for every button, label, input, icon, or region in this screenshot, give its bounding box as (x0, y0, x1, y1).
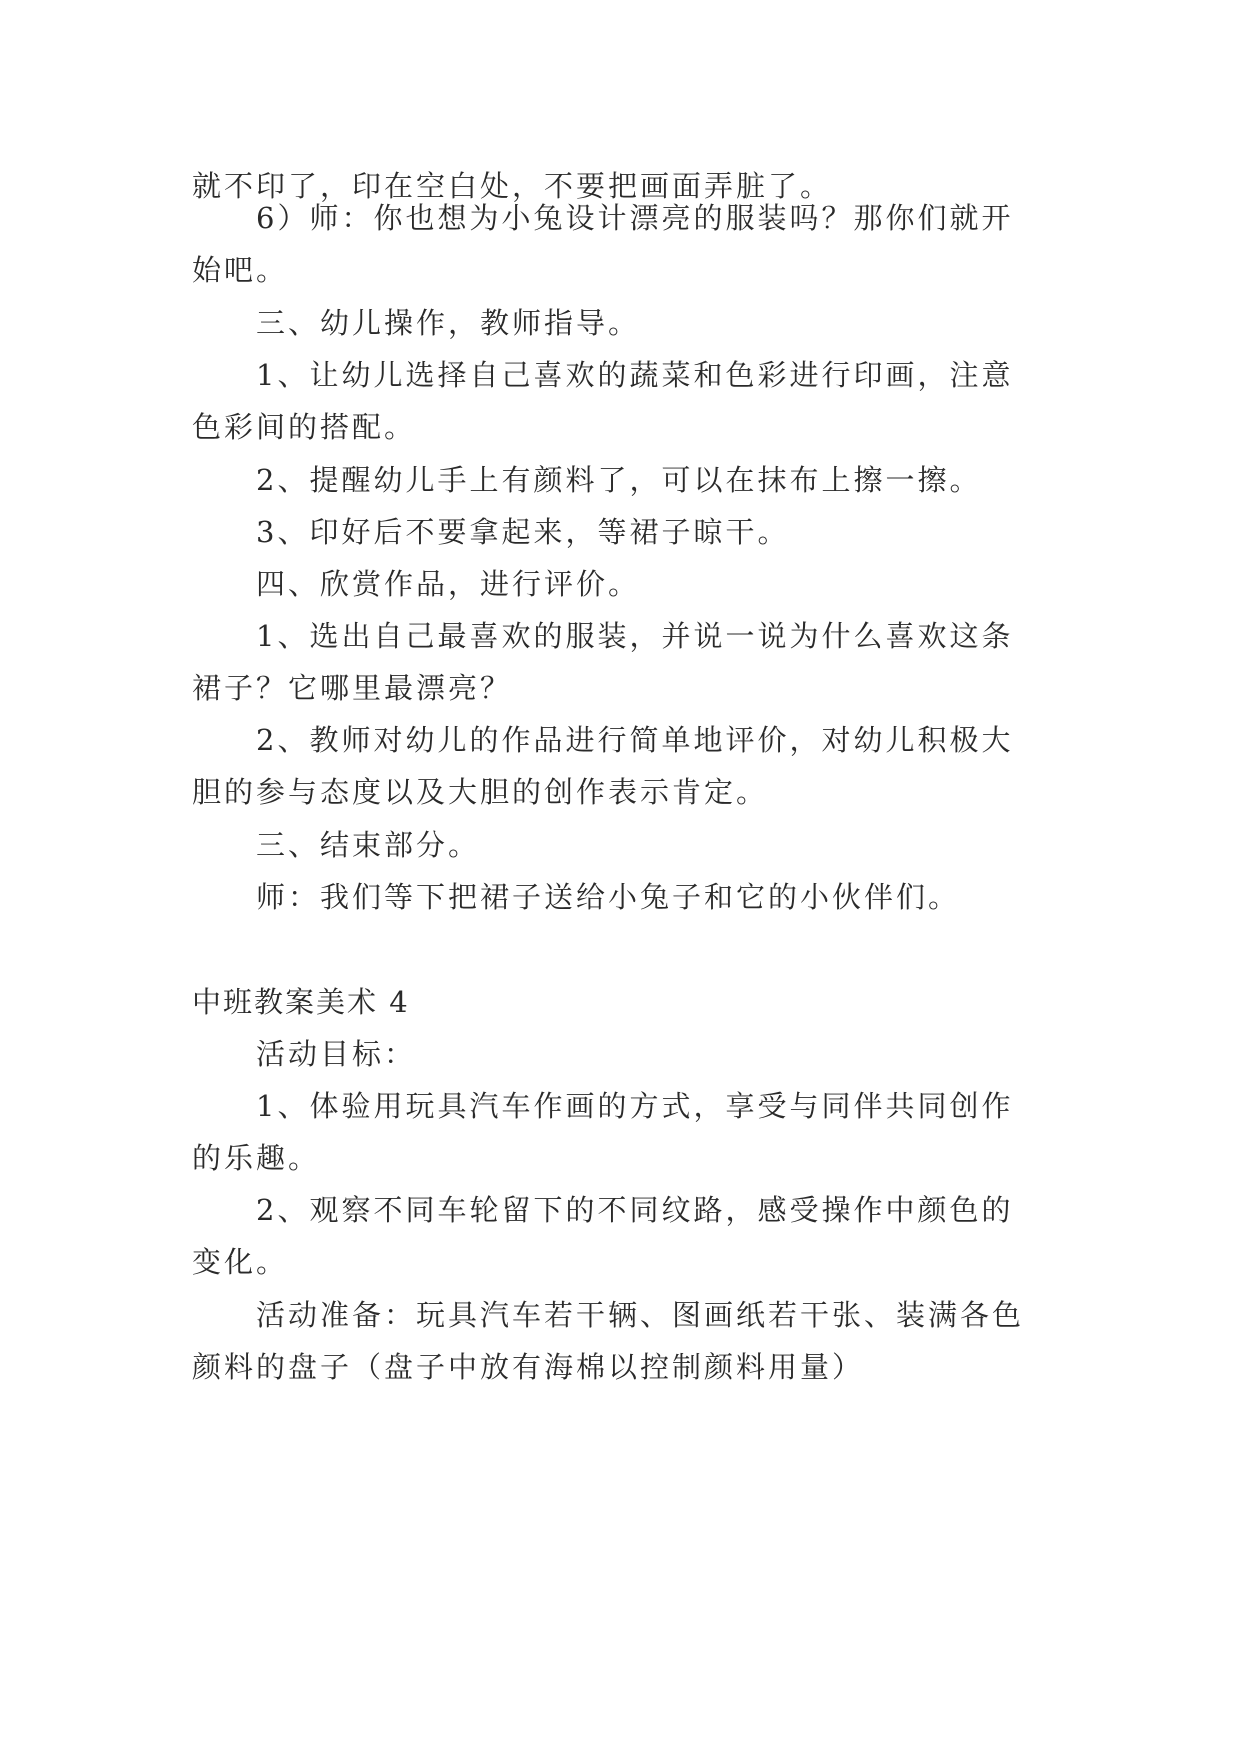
paragraph-line: 的乐趣。 (192, 1141, 321, 1175)
section-heading: 三、幼儿操作，教师指导。 (256, 306, 641, 340)
paragraph-line: 6）师：你也想为小兔设计漂亮的服装吗？那你们就开 (256, 201, 1014, 235)
paragraph-line: 色彩间的搭配。 (192, 410, 417, 444)
section-heading: 三、结束部分。 (256, 828, 481, 862)
paragraph-line: 颜料的盘子（盘子中放有海棉以控制颜料用量） (192, 1350, 865, 1384)
paragraph-line: 1、选出自己最喜欢的服装，并说一说为什么喜欢这条 (256, 619, 1014, 653)
paragraph-line: 变化。 (192, 1245, 289, 1279)
paragraph-line: 就不印了，印在空白处，不要把画面弄脏了。 (192, 169, 833, 203)
paragraph-line: 3、印好后不要拿起来，等裙子晾干。 (256, 515, 790, 549)
paragraph-line: 活动准备：玩具汽车若干辆、图画纸若干张、装满各色 (256, 1298, 1025, 1332)
paragraph-line: 2、观察不同车轮留下的不同纹路，感受操作中颜色的 (256, 1193, 1014, 1227)
section-heading: 活动目标： (256, 1037, 417, 1071)
paragraph-line: 始吧。 (192, 253, 289, 287)
paragraph-line: 1、让幼儿选择自己喜欢的蔬菜和色彩进行印画，注意 (256, 358, 1014, 392)
paragraph-line: 2、提醒幼儿手上有颜料了，可以在抹布上擦一擦。 (256, 463, 982, 497)
section-heading: 四、欣赏作品，进行评价。 (256, 567, 641, 601)
paragraph-line: 胆的参与态度以及大胆的创作表示肯定。 (192, 775, 769, 809)
document-title: 中班教案美术 4 (192, 985, 410, 1019)
paragraph-line: 2、教师对幼儿的作品进行简单地评价，对幼儿积极大 (256, 723, 1014, 757)
paragraph-line: 裙子？它哪里最漂亮？ (192, 671, 513, 705)
paragraph-line: 师：我们等下把裙子送给小兔子和它的小伙伴们。 (256, 880, 961, 914)
paragraph-line: 1、体验用玩具汽车作画的方式，享受与同伴共同创作 (256, 1089, 1014, 1123)
